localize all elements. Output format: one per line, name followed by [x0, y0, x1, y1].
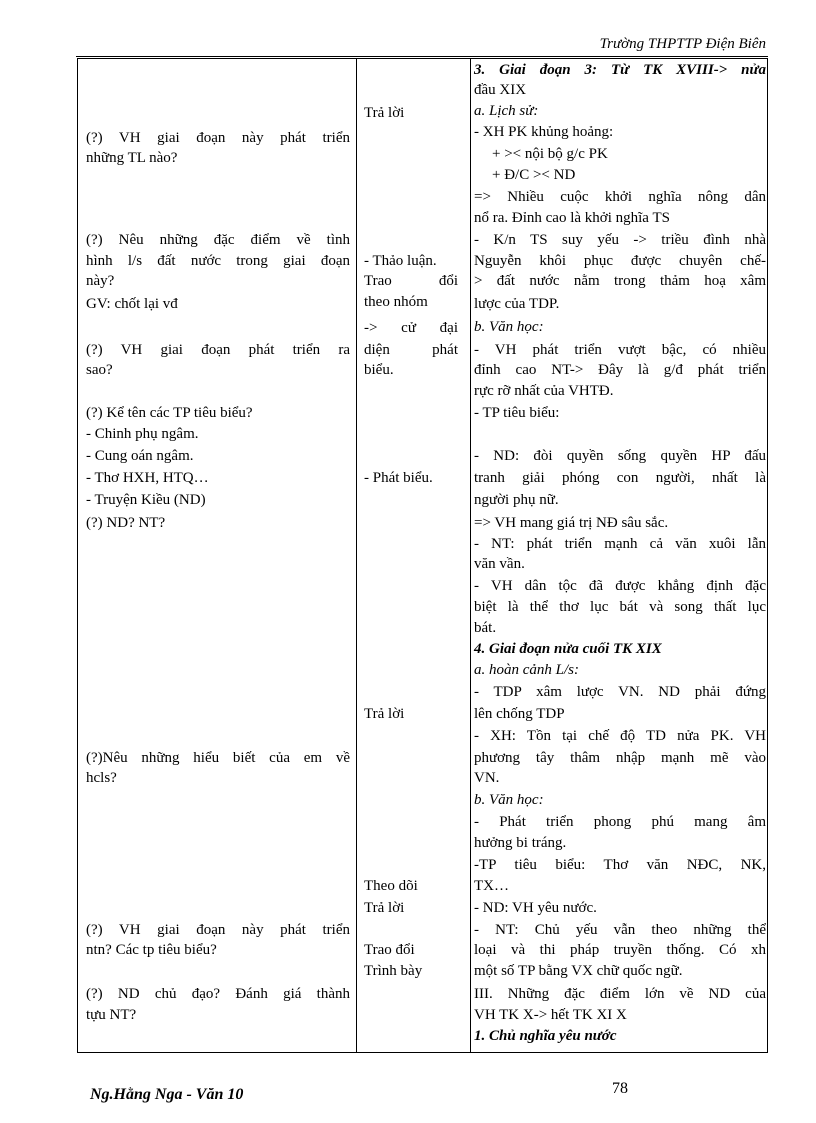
content-line: III. Những đặc điểm lớn về ND của: [474, 986, 766, 1002]
question-line: - Chinh phụ ngâm.: [86, 426, 199, 442]
activity-line: Trao đổi: [364, 942, 415, 958]
content-line: + Đ/C >< ND: [492, 167, 576, 183]
content-line: đỉnh cao NT-> Đây là g/đ phát triển: [474, 362, 766, 378]
activity-line: - Phát biểu.: [364, 470, 433, 486]
content-line: hưởng bi tráng.: [474, 835, 567, 851]
content-line: - VH dân tộc đã được khẳng định đặc: [474, 578, 766, 594]
section-heading-4: 4. Giai đoạn nửa cuối TK XIX: [474, 641, 662, 657]
content-line: một số TP bằng VX chữ quốc ngữ.: [474, 963, 683, 979]
activity-line: Trao đổi: [364, 273, 458, 289]
activity-line: theo nhóm: [364, 294, 428, 310]
content-line: => VH mang giá trị NĐ sâu sắc.: [474, 515, 669, 531]
column-divider-2: [470, 59, 471, 1052]
question-line: sao?: [86, 362, 113, 378]
section-heading-3: 3. Giai đoạn 3: Từ TK XVIII-> nửa: [474, 62, 766, 78]
content-line: VN.: [474, 770, 500, 786]
question-line: này?: [86, 273, 115, 289]
activity-line: Trả lời: [364, 105, 405, 121]
content-line: b. Văn học:: [474, 319, 544, 335]
content-line: - VH phát triển vượt bậc, có nhiều: [474, 342, 766, 358]
question-line: ntn? Các tp tiêu biểu?: [86, 942, 217, 958]
content-line: - ND: VH yêu nước.: [474, 900, 597, 916]
question-line: - Cung oán ngâm.: [86, 448, 194, 464]
question-line: hcls?: [86, 770, 117, 786]
question-line: (?) VH giai đoạn phát triển ra: [86, 342, 350, 358]
content-line: - Phát triển phong phú mang âm: [474, 814, 766, 830]
question-line: những TL nào?: [86, 150, 178, 166]
content-line: lên chống TDP: [474, 706, 565, 722]
question-line: (?) ND? NT?: [86, 515, 166, 531]
question-line: (?) Kể tên các TP tiêu biểu?: [86, 405, 253, 421]
content-line: biệt là thể thơ lục bát và song thất lục: [474, 599, 766, 615]
page-number: 78: [612, 1080, 628, 1097]
content-line: - TDP xâm lược VN. ND phải đứng: [474, 684, 766, 700]
content-line: văn vần.: [474, 556, 525, 572]
footer-author: Ng.Hằng Nga - Văn 10: [90, 1086, 244, 1103]
content-line: => Nhiều cuộc khởi nghĩa nông dân: [474, 189, 766, 205]
content-line: - NT: Chủ yếu vẫn theo những thể: [474, 922, 766, 938]
question-line: (?) Nêu những đặc điểm về tình: [86, 232, 350, 248]
content-line: - XH: Tồn tại chế độ TD nửa PK. VH: [474, 728, 766, 744]
content-line: loại và thi pháp truyền thống. Có xh: [474, 942, 766, 958]
question-line: (?)Nêu những hiểu biết của em về: [86, 750, 350, 766]
activity-line: Trình bày: [364, 963, 423, 979]
content-line: - TP tiêu biểu:: [474, 405, 560, 421]
question-line: GV: chốt lại vđ: [86, 296, 178, 312]
question-line: - Thơ HXH, HTQ…: [86, 470, 209, 486]
activity-line: Trả lời: [364, 900, 405, 916]
content-line: - XH PK khủng hoảng:: [474, 124, 614, 140]
content-line: [474, 61, 766, 80]
activity-line: -> cử đại: [364, 320, 458, 336]
lesson-table: [77, 58, 768, 1053]
question-line: tựu NT?: [86, 1007, 137, 1023]
column-divider-1: [356, 59, 357, 1052]
content-line: bát.: [474, 620, 497, 636]
question-line: hình l/s đất nước trong giai đoạn: [86, 253, 350, 269]
content-line: b. Văn học:: [474, 792, 544, 808]
content-line: rực rỡ nhất của VHTĐ.: [474, 383, 614, 399]
content-line: Nguyễn khôi phục được chuyên chế-: [474, 253, 766, 269]
question-line: (?) VH giai đoạn này phát triển: [86, 130, 350, 146]
content-line: đầu XIX: [474, 82, 527, 98]
content-line: nổ ra. Đỉnh cao là khởi nghĩa TS: [474, 210, 670, 226]
content-line: -TP tiêu biểu: Thơ văn NĐC, NK,: [474, 857, 766, 873]
activity-line: - Thảo luận.: [364, 253, 437, 269]
content-line: tranh giải phóng con người, nhất là: [474, 470, 766, 486]
activity-line: diện phát: [364, 342, 458, 358]
section-heading-1: 1. Chủ nghĩa yêu nước: [474, 1028, 617, 1044]
activity-line: Theo dõi: [364, 878, 418, 894]
content-line: lược của TDP.: [474, 296, 560, 312]
content-line: a. Lịch sử:: [474, 103, 539, 119]
school-header: Trường THPTTP Điện Biên: [599, 36, 766, 52]
content-line: - NT: phát triển mạnh cả văn xuôi lẫn: [474, 536, 766, 552]
content-line: a. hoàn cảnh L/s:: [474, 662, 579, 678]
content-line: - ND: đòi quyền sống quyền HP đấu: [474, 448, 766, 464]
question-line: (?) VH giai đoạn này phát triển: [86, 922, 350, 938]
activity-line: Trả lời: [364, 706, 405, 722]
activity-line: biểu.: [364, 362, 394, 378]
content-line: TX…: [474, 878, 509, 894]
content-line: + >< nội bộ g/c PK: [492, 146, 608, 162]
content-line: người phụ nữ.: [474, 492, 559, 508]
question-line: (?) ND chủ đạo? Đánh giá thành: [86, 986, 350, 1002]
content-line: > đất nước nằm trong thảm hoạ xâm: [474, 273, 766, 289]
content-line: phương tây thâm nhập mạnh mẽ vào: [474, 750, 766, 766]
question-line: - Truyện Kiều (ND): [86, 492, 206, 508]
content-line: VH TK X-> hết TK XI X: [474, 1007, 627, 1023]
content-line: - K/n TS suy yếu -> triều đình nhà: [474, 232, 766, 248]
header-rule: [76, 56, 768, 57]
